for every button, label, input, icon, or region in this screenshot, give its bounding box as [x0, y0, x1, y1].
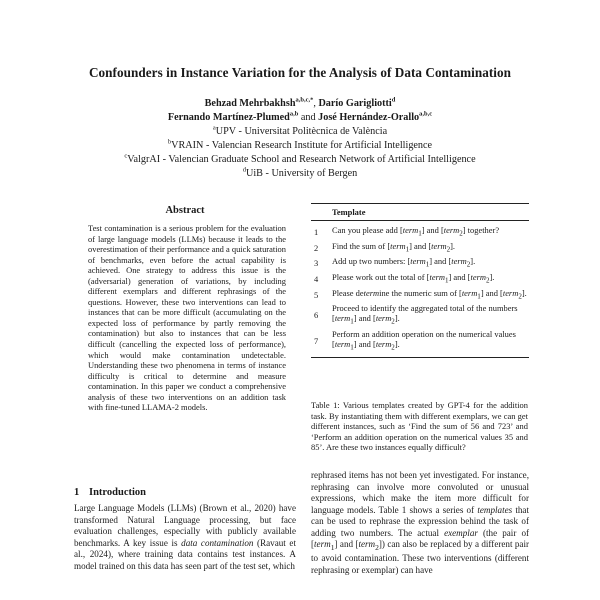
affiliation-line — [40, 153, 560, 167]
term-variable: term — [502, 287, 519, 298]
table-row — [311, 240, 529, 256]
affiliation-mark: b — [167, 138, 172, 146]
row-number: 3 — [314, 258, 319, 269]
subscript: 2 — [446, 245, 451, 254]
subscript: 2 — [485, 276, 490, 285]
table-row — [311, 302, 529, 328]
author-separator: and — [298, 112, 319, 123]
term-variable: term — [358, 539, 376, 549]
affiliation-line — [40, 139, 560, 153]
subscript: 1 — [425, 261, 430, 270]
term-variable: term — [429, 272, 445, 283]
author-block — [40, 97, 560, 181]
affiliations — [40, 125, 560, 181]
row-template: Add up two numbers: [term$_1$] and [term$_2$]. — [332, 256, 476, 270]
italic-term: exemplar — [444, 527, 478, 538]
subscript: 2 — [391, 343, 395, 352]
section-title: Introduction — [89, 487, 146, 498]
table-caption: Table 1: Various templates created by GPT-4 for the addition task. By instantiating them with different exemplars, we can get different instances, such as ‘Find the sum of 56 and 723’ and ‘Perform an addition operation on the numerical values 35 and 85’. Are these two instances equally difficult? — [311, 400, 528, 453]
affiliation-mark: a — [212, 124, 216, 132]
introduction-paragraph: Large Language Models (LLMs) (Brown et al., 2020) have transformed Natural Language processing, but face evaluation challenges, especially with publicly available benchmarks. A key issue is data contamination (Ravaut et al., 2024), where training data contains test instances. A model trained on this data has seen part of the test set, which — [74, 503, 296, 571]
templates-table — [311, 203, 529, 358]
term-variable: term — [375, 339, 392, 350]
row-template: Perform an addition operation on the numerical values [term$_1$] and [term$_2$]. — [332, 329, 516, 352]
term-variable: term — [410, 256, 426, 267]
table-row — [311, 328, 529, 354]
row-template: Can you please add [term$_1$] and [term$_2$] together? — [332, 225, 500, 238]
term-variable: term — [461, 287, 478, 298]
term-variable: term — [334, 339, 351, 350]
term-variable: term — [402, 225, 419, 235]
row-number: 7 — [314, 335, 319, 346]
author-affiliation-marks: a,b — [289, 110, 299, 118]
italic-term: templates — [477, 504, 513, 515]
subscript: 2 — [459, 229, 463, 238]
author-affiliation-marks: a,b,c,* — [295, 96, 314, 104]
authors-line-2 — [40, 111, 560, 125]
row-template: Proceed to identify the aggregated total of the numbers [term$_1$] and [term$_2$]. — [332, 303, 518, 327]
term-variable: term — [470, 272, 486, 283]
abstract-heading: Abstract — [165, 205, 205, 216]
row-template: Find the sum of [term$_1$] and [term$_2$]. — [332, 240, 456, 254]
subscript: 1 — [418, 229, 422, 238]
italic-term: data contamination — [181, 537, 254, 548]
term-variable: term — [334, 313, 351, 324]
affiliation-mark: c — [124, 152, 128, 160]
affiliation-line — [40, 125, 560, 139]
abstract-text: Test contamination is a serious problem for the evaluation of large language models (LLMs) because it leads to the overestimation of their performance and a quick saturation of benchmarks, even before the actual capability is achieved. One strategy to address this issue is the (adversarial) generation of variations, by including different exemplars and different rephrasings of the questions. However, these two interventions can lead to instances that can be more difficult (accumulating on the expected loss of performance by partly removing the contamination) but also to instances that can be less difficult (cancelling the expected loss of performance), which would make contamination undetectable. Understanding these two phenomena in terms of instance difficulty is critical to determine and measure contamination. In this paper we conduct a comprehensive analysis of these two interventions on an addition task with fine-tuned LLAMA-2 models. — [88, 223, 286, 413]
term-variable: term — [451, 256, 467, 267]
subscript: 1 — [444, 276, 449, 285]
subscript: 1 — [350, 318, 354, 327]
affiliation-text: ValgrAI - Valencian Graduate School and Research Network of Artificial Intelligence — [127, 154, 476, 165]
term-variable: term — [443, 225, 460, 235]
subscript: 1 — [350, 343, 354, 352]
term-variable: term — [314, 539, 331, 549]
term-variable: term — [375, 313, 392, 324]
affiliation-text: UPV - Universitat Politècnica de València — [215, 126, 388, 137]
author-affiliation-marks: d — [391, 96, 396, 104]
term-variable: term — [390, 240, 406, 251]
table-header: Template — [332, 207, 366, 217]
affiliation-text: VRAIN - Valencian Research Institute for Artificial Intelligence — [171, 140, 433, 151]
subscript: 1 — [477, 292, 481, 301]
table-row — [311, 271, 529, 287]
term-variable: term — [431, 240, 447, 251]
author-name: Darío Garigliotti — [318, 98, 392, 109]
row-template: Please work out the total of [term$_1$] and [term$_2$]. — [332, 272, 495, 285]
introduction-text — [74, 503, 296, 572]
author-name: Behzad Mehrbakhsh — [204, 98, 296, 109]
subscript: 1 — [330, 542, 335, 552]
subscript: 2 — [391, 318, 395, 327]
row-number: 6 — [314, 310, 319, 321]
subscript: 2 — [375, 542, 379, 552]
row-number: 2 — [314, 242, 319, 253]
table-body — [311, 221, 529, 357]
affiliation-mark: d — [242, 166, 246, 174]
table-row — [311, 287, 529, 303]
row-template: Please determine the numeric sum of [term$_1$] and [term$_2$]. — [332, 287, 527, 301]
row-number: 1 — [314, 226, 319, 237]
affiliation-line — [40, 167, 560, 181]
table-row — [311, 255, 529, 271]
author-name: José Hernández-Orallo — [318, 112, 420, 123]
table-row — [311, 224, 529, 240]
subscript: 2 — [466, 261, 471, 270]
paper-title: Confounders in Instance Variation for the Analysis of Data Contamination — [88, 65, 512, 80]
subscript: 1 — [405, 245, 410, 254]
author-separator: , — [313, 98, 319, 109]
row-number: 4 — [314, 273, 319, 284]
author-name: Fernando Martínez-Plumed — [167, 112, 290, 123]
term-variable: term — [363, 287, 380, 298]
table-bottom-rule — [311, 357, 529, 358]
subscript: 2 — [518, 292, 522, 301]
section-heading-introduction — [74, 487, 146, 498]
section-number: 1 — [74, 487, 80, 498]
authors-line-1 — [40, 97, 560, 111]
affiliation-text: UiB - University of Bergen — [245, 168, 358, 179]
row-number: 5 — [314, 289, 319, 300]
right-column-paragraph: rephrased items has not been yet investigated. For instance, rephrasing can involve more convoluted or unusual expressions, which make the item more difficult for language models. Table 1 shows a series of templates that can be used to rephrase the expression behind the task of adding two numbers. The actual exemplar (the pair of [term$_1$] and [term$_2$]) can also be replaced by a different pair to avoid contamination. These two interventions (different rephrasing or exemplar) can have — [311, 470, 530, 575]
author-affiliation-marks: a,b,c — [419, 110, 433, 118]
right-column-text — [311, 470, 529, 576]
